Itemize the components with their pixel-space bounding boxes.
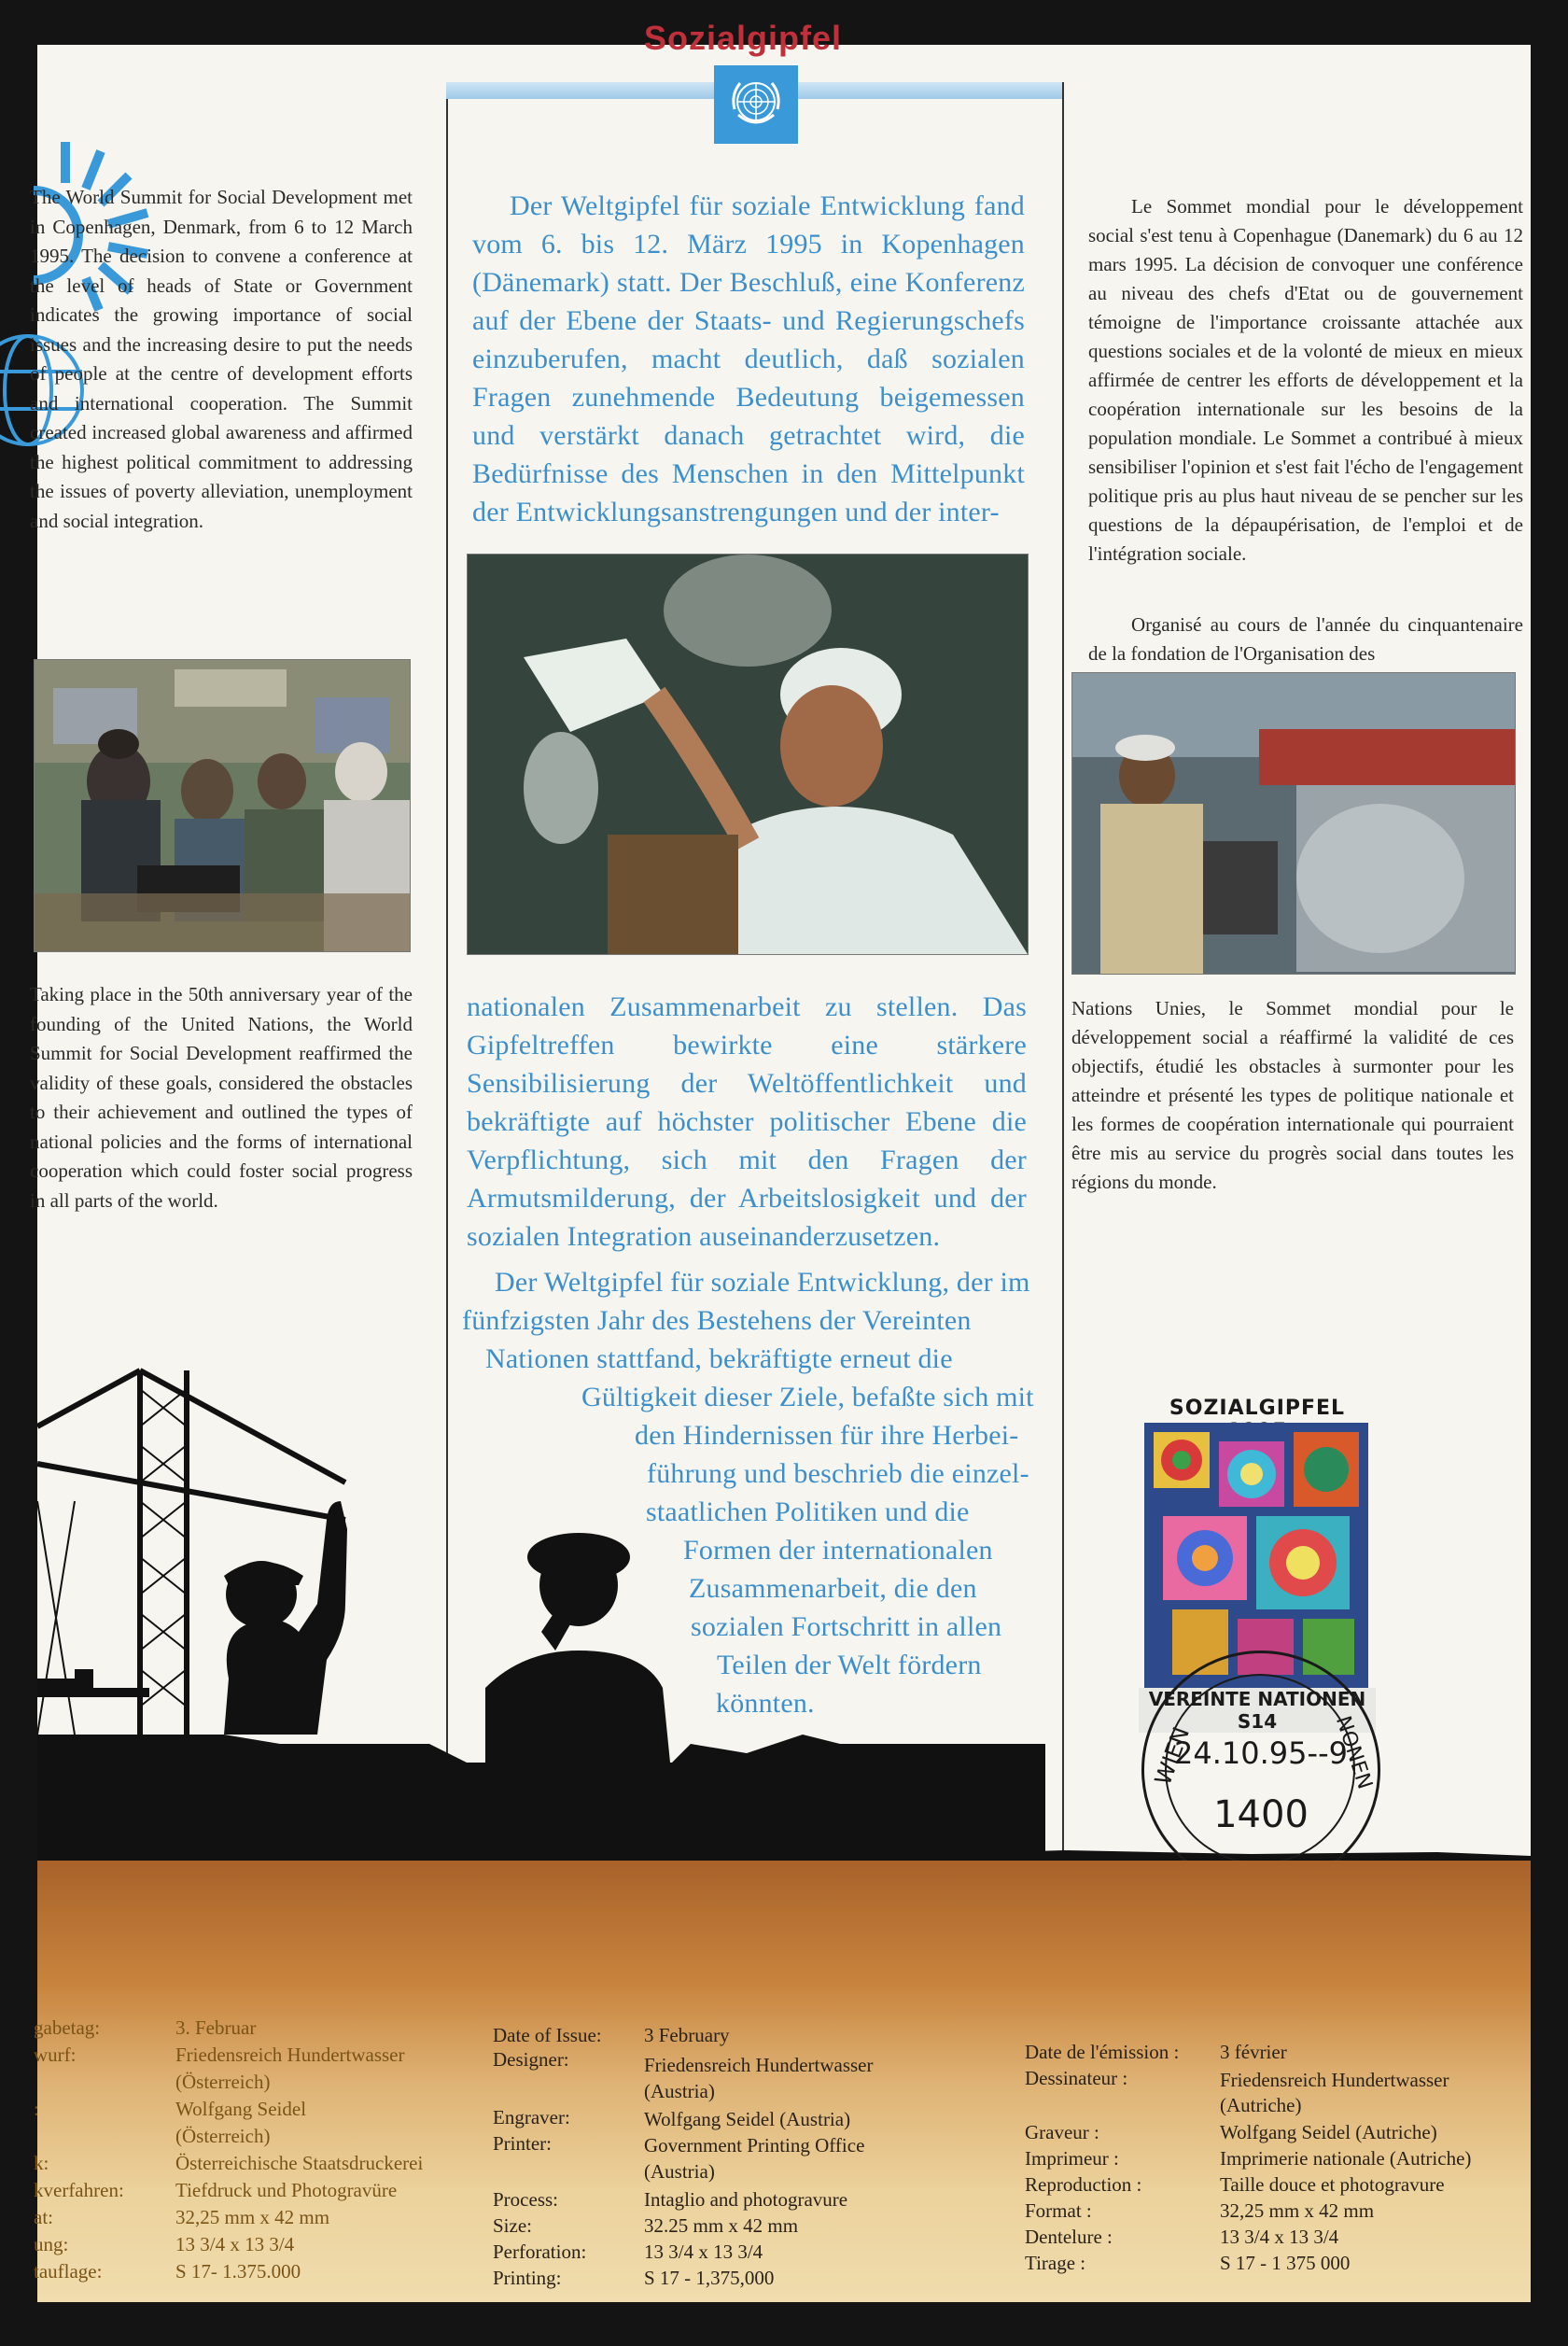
german-para2-line: Der Weltgipfel für soziale Entwicklung, der im (495, 1267, 1030, 1298)
german-para2-line: Gültigkeit dieser Ziele, befaßte sich mit (581, 1382, 1034, 1412)
detail-value: 13 3/4 x 13 3/4 (175, 2233, 295, 2255)
detail-label: tauflage: (34, 2260, 103, 2283)
photo-factory-worker (467, 554, 1029, 955)
german-para2-line: Zusammenarbeit, die den (689, 1573, 977, 1604)
photo-engine-assembly (1071, 672, 1516, 975)
detail-label: gabetag: (34, 2016, 101, 2039)
detail-value: 32,25 mm x 42 mm (1220, 2199, 1375, 2222)
german-para2-line: den Hindernissen für ihre Herbei- (635, 1420, 1019, 1451)
german-para2-line: Nationen stattfand, bekräftigte erneut die (485, 1343, 953, 1374)
detail-value: Österreichische Staatsdruckerei (175, 2152, 424, 2174)
detail-value: Wolfgang Seidel (Autriche) (1220, 2121, 1437, 2143)
french-text-1: Le Sommet mondial pour le développement social s'est tenu à Copenhague (Danemark) du 6 au 12 mars 1995. La décision de convoquer une conférence au niveau des chefs d'Etat ou de gouvernement témoigne de l'importance croissante attachée aux questions sociales et de la volonté de mieux en mieux affirmée de centrer les efforts de développement et la coopération internationale sur les besoins de la population mondiale. Le Sommet a contribué à mieux sensibiliser l'opinion et s'est fait l'écho de l'engagement politique pris au plus haut niveau de se pencher sur les questions de la dépaupérisation, de l'emploi et de l'intégration sociale. (1088, 195, 1523, 565)
english-second-text: Taking place in the 50th anniversary year of the founding of the United Nations, the World Summit for Social Development reaffirmed the validity of these goals, considered the obstacles to their achievement and outlined the types of national policies and the forms of international cooperation which could foster social progress in all parts of the world. (30, 983, 413, 1212)
detail-label: Printer: (493, 2132, 552, 2155)
detail-value: Intaglio and photogravure (644, 2188, 848, 2211)
postmark-date: 24.10.95--9 (1174, 1735, 1348, 1771)
postmark-code: 1400 (1213, 1793, 1309, 1836)
detail-label: wurf: (34, 2044, 77, 2066)
details-english (493, 2022, 1015, 2302)
detail-label: Printing: (493, 2267, 562, 2289)
detail-value: S 17 - 1 375 000 (1220, 2252, 1351, 2274)
detail-value: Tiefdruck und Photogravüre (175, 2179, 398, 2201)
german-para2-line: Teilen der Welt fördern (717, 1650, 982, 1680)
detail-label: Tirage : (1025, 2252, 1086, 2274)
details-german (34, 2015, 485, 2295)
details-french (1025, 2039, 1529, 2300)
detail-label: Date de l'émission : (1025, 2041, 1180, 2063)
detail-value: 13 3/4 x 13 3/4 (1220, 2226, 1339, 2248)
detail-label: Designer: (493, 2048, 569, 2071)
detail-value: Friedensreich Hundertwasser (175, 2044, 405, 2066)
german-para2-line: staatlichen Politiken und die (646, 1496, 970, 1527)
detail-value: (Austria) (644, 2160, 715, 2183)
detail-value: 3 février (1220, 2041, 1287, 2063)
detail-label: kverfahren: (34, 2179, 124, 2201)
silhouette-workers-crane (37, 1296, 1045, 1875)
german-para2-line: fünfzigsten Jahr des Bestehens der Vereinten (462, 1305, 972, 1336)
detail-label: Process: (493, 2188, 558, 2211)
detail-label: Perforation: (493, 2241, 587, 2263)
stamp-top-text: SOZIALGIPFEL (1169, 1397, 1346, 1420)
detail-value: 3 February (644, 2024, 730, 2046)
detail-value: Government Printing Office (644, 2134, 865, 2156)
detail-value: Friedensreich Hundertwasser (1220, 2069, 1449, 2091)
detail-label: Dessinateur : (1025, 2067, 1128, 2089)
detail-value: Wolfgang Seidel (Austria) (644, 2108, 851, 2130)
detail-value: (Autriche) (1220, 2094, 1302, 2116)
detail-value: 13 3/4 x 13 3/4 (644, 2241, 763, 2263)
detail-label: Date of Issue: (493, 2024, 602, 2046)
un-emblem-icon (725, 74, 787, 135)
detail-label: Engraver: (493, 2106, 570, 2128)
detail-label: ung: (34, 2233, 69, 2255)
detail-value: 32.25 mm x 42 mm (644, 2214, 799, 2237)
detail-value: S 17 - 1,375,000 (644, 2267, 775, 2289)
english-intro-text: The World Summit for Social Development met in Copenhagen, Denmark, from 6 to 12 March 1995. The decision to convene a conference at the level of heads of State or Government indicates the growing importance of social issues and the increasing desire to put the needs of people at the centre of development efforts and international cooperation. The Summit created increased global awareness and affirmed the highest political commitment to addressing the issues of poverty alleviation, unemployment and social integration. (30, 186, 413, 532)
detail-value: S 17- 1.375.000 (175, 2260, 301, 2283)
german-para2-line: führung und beschrieb die einzel- (647, 1458, 1029, 1489)
detail-value: 32,25 mm x 42 mm (175, 2206, 330, 2228)
detail-value: Wolfgang Seidel (175, 2098, 307, 2120)
german-para2-line: könnten. (716, 1688, 815, 1719)
detail-label: Format : (1025, 2199, 1092, 2222)
detail-value: (Österreich) (175, 2125, 271, 2147)
postmark (1141, 1651, 1380, 1889)
german-text-top: Der Weltgipfel für soziale Entwicklung fand vom 6. bis 12. März 1995 in Kopenhagen (Dänemark) statt. Der Beschluß, eine Konferenz auf der Ebene der Staats- und Regierungschefs einzuberufen, macht deutlich, daß sozialen Fragen zunehmende Bedeutung beigemessen und verstärkt danach getrachtet wird, die Bedürfnisse des Menschen in den Mittelpunkt der Entwicklungsanstrengungen und der inter- (472, 190, 1025, 527)
detail-value: Taille douce et photogravure (1220, 2173, 1445, 2196)
postmark-left-text: WIEN (1149, 1723, 1196, 1789)
french-text-2-top: Organisé au cours de l'année du cinquantenaire de la fondation de l'Organisation des (1088, 613, 1523, 665)
detail-value: (Austria) (644, 2080, 715, 2102)
detail-value: Imprimerie nationale (Autriche) (1220, 2147, 1472, 2170)
german-text-bottom: nationalen Zusammenarbeit zu stellen. Das Gipfeltreffen bewirkte eine stärkere Sensibilisierung der Weltöffentlichkeit und bekräftigte auf höchster politischer Ebene die Verpflichtung, sich mit den Fragen der Armutsmilderung, der Arbeitslosigkeit und der sozialen Integration auseinanderzusetzen. (467, 991, 1027, 1252)
german-para2-line: sozialen Fortschritt in allen (691, 1611, 1002, 1642)
un-emblem (714, 65, 798, 144)
photo-workshop (34, 659, 411, 952)
page-title-partial: Sozialgipfel (644, 19, 843, 57)
german-para2-line: Formen der internationalen (683, 1535, 993, 1566)
detail-value: (Österreich) (175, 2071, 271, 2093)
detail-value: Friedensreich Hundertwasser (644, 2054, 874, 2076)
detail-label: Graveur : (1025, 2121, 1099, 2143)
detail-label: Imprimeur : (1025, 2147, 1119, 2170)
detail-value: 3. Februar (175, 2016, 257, 2039)
detail-label: Dentelure : (1025, 2226, 1113, 2248)
postmark-right-text: NONEN (1330, 1713, 1377, 1792)
stamp-bottom-text: VEREINTE NATIONEN S14 (1139, 1688, 1376, 1733)
document-page (30, 19, 1531, 2302)
detail-label: Reproduction : (1025, 2173, 1142, 2196)
detail-label: : (34, 2098, 39, 2120)
detail-label: at: (34, 2206, 53, 2228)
french-text-2-bottom: Nations Unies, le Sommet mondial pour le développement social a réaffirmé la validité de ces objectifs, étudié les obstacles à surmonter pour les atteindre et présenté les types de politique nationale et les formes de coopération internationale qui pourraient être mis au service du progrès social dans toutes les régions du monde. (1071, 997, 1514, 1193)
detail-label: k: (34, 2152, 49, 2174)
detail-label: Size: (493, 2214, 532, 2237)
